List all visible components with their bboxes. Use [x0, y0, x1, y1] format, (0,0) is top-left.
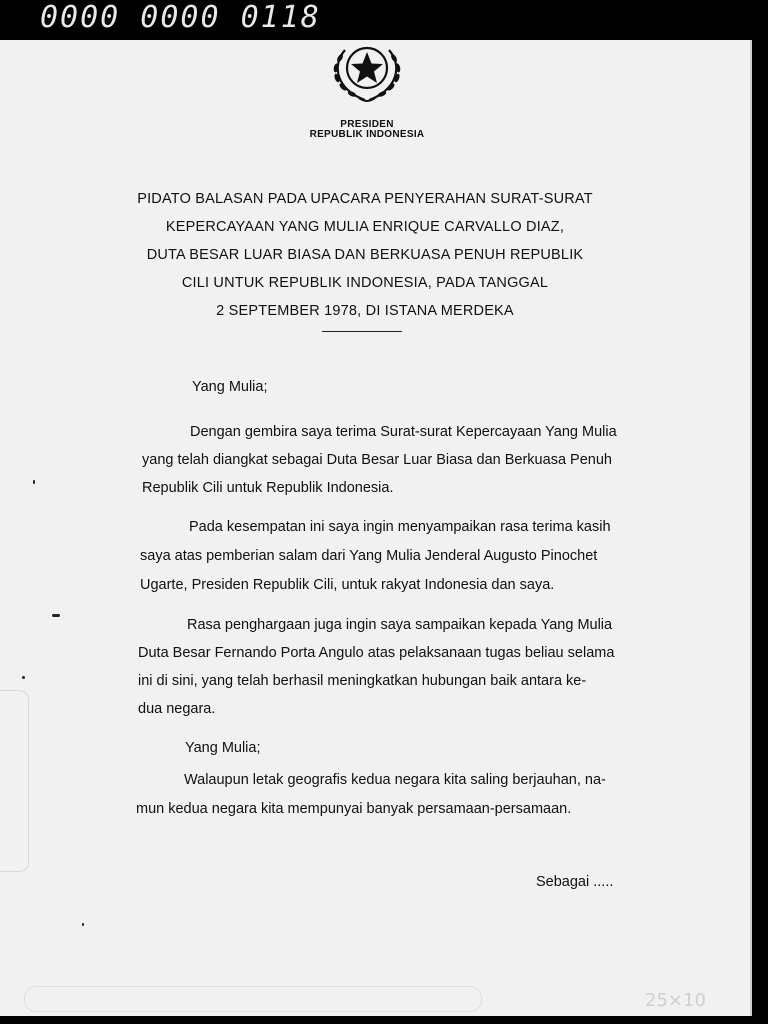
continuation-catchword: Sebagai .....	[536, 874, 614, 890]
film-frame-number: 0000 0000 0118	[40, 0, 321, 35]
paragraph-1-line: yang telah diangkat sebagai Duta Besar Luar Biasa dan Berkuasa Penuh	[142, 452, 612, 468]
letterhead-line-1: PRESIDEN	[340, 119, 394, 130]
title-underline	[322, 331, 402, 332]
title-line: KEPERCAYAAN YANG MULIA ENRIQUE CARVALLO DIAZ,	[165, 219, 565, 235]
title-line: PIDATO BALASAN PADA UPACARA PENYERAHAN SURAT-SURAT	[137, 191, 593, 207]
salutation: Yang Mulia;	[185, 740, 261, 756]
garuda-star-emblem-icon	[325, 40, 409, 104]
paragraph-1-line: Republik Cili untuk Republik Indonesia.	[142, 480, 394, 496]
title-line: 2 SEPTEMBER 1978, DI ISTANA MERDEKA	[216, 303, 514, 319]
speech-title	[110, 185, 620, 325]
paragraph-1-line: Dengan gembira saya terima Surat-surat Kepercayaan Yang Mulia	[190, 424, 617, 440]
paragraph-4-line: mun kedua negara kita mempunyai banyak persamaan-persamaan.	[136, 801, 572, 817]
page-bottom-shadow	[24, 986, 482, 1012]
paragraph-2-line: saya atas pemberian salam dari Yang Mulia Jenderal Augusto Pinochet	[140, 548, 598, 564]
film-speck	[22, 676, 25, 679]
paragraph-3-line: Rasa penghargaan juga ingin saya sampaikan kepada Yang Mulia	[187, 617, 613, 633]
document-page	[0, 40, 752, 1016]
paragraph-3-line: Duta Besar Fernando Porta Angulo atas pelaksanaan tugas beliau selama	[138, 645, 615, 661]
salutation: Yang Mulia;	[192, 379, 268, 395]
title-line: DUTA BESAR LUAR BIASA DAN BERKUASA PENUH REPUBLIK	[146, 247, 584, 263]
film-speck	[82, 923, 84, 926]
page-edge-shadow	[0, 690, 29, 872]
paragraph-4-line: Walaupun letak geografis kedua negara kita saling berjauhan, na-	[184, 772, 606, 788]
paragraph-2-line: Ugarte, Presiden Republik Cili, untuk rakyat Indonesia dan saya.	[140, 577, 555, 593]
paragraph-2-line: Pada kesempatan ini saya ingin menyampaikan rasa terima kasih	[189, 519, 611, 535]
paragraph-3-line: dua negara.	[138, 701, 216, 717]
letterhead-line-2: REPUBLIK INDONESIA	[309, 129, 425, 140]
film-speck	[52, 614, 60, 617]
paragraph-3-line: ini di sini, yang telah berhasil meningkatkan hubungan baik antara ke-	[138, 673, 587, 689]
title-line: CILI UNTUK REPUBLIK INDONESIA, PADA TANGGAL	[181, 275, 549, 291]
film-speck	[33, 480, 35, 484]
faint-frame-mark: 25×10	[645, 990, 706, 1011]
